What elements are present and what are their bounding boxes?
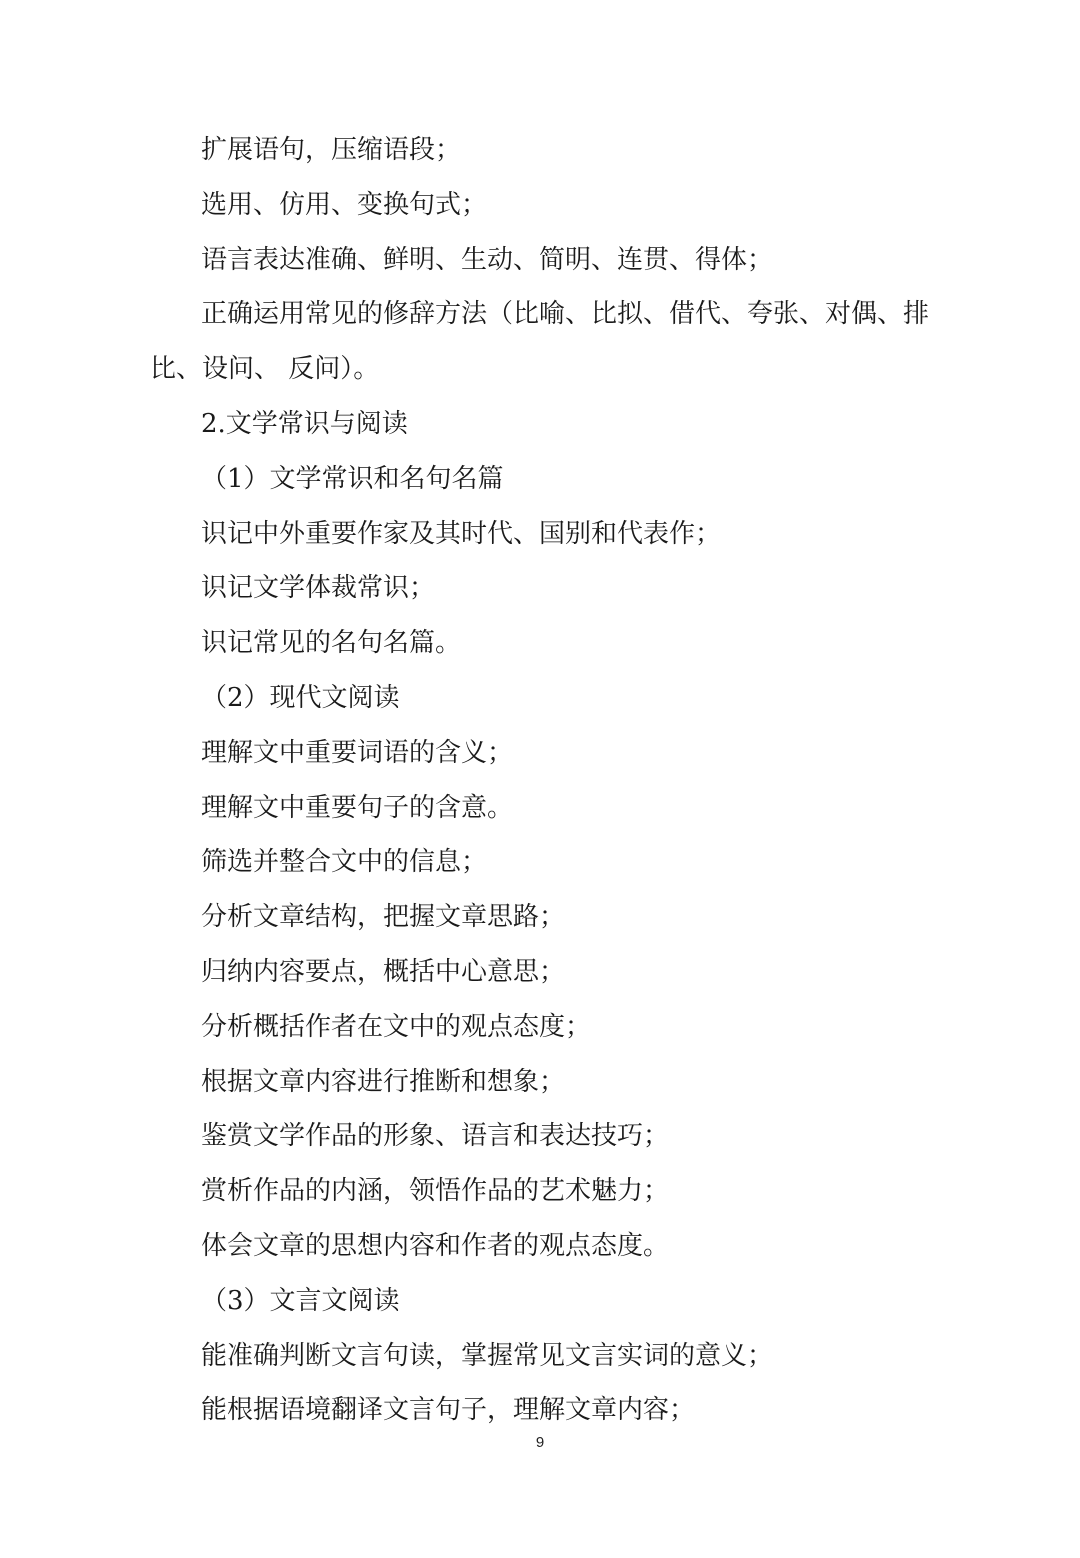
text-line: 正确运用常见的修辞方法（比喻、比拟、借代、夸张、对偶、排 [201, 299, 930, 330]
text-line: 理解文中重要句子的含意。 [201, 792, 514, 823]
text-line: 识记常见的名句名篇。 [201, 628, 462, 659]
page-number: 9 [535, 1434, 545, 1451]
text-line: 分析概括作者在文中的观点态度； [201, 1011, 592, 1042]
text-line: 根据文章内容进行推断和想象； [201, 1066, 566, 1097]
text-line: 能准确判断文言句读，掌握常见文言实词的意义； [201, 1340, 774, 1371]
subsection-heading: （2）现代文阅读 [201, 682, 400, 713]
text-line: 选用、仿用、变换句式； [201, 189, 488, 220]
document-body [150, 123, 940, 1438]
text-line: 赏析作品的内涵，领悟作品的艺术魅力； [201, 1176, 670, 1207]
text-line: 识记文学体裁常识； [201, 573, 436, 604]
text-line: 鉴赏文学作品的形象、语言和表达技巧； [201, 1121, 670, 1152]
text-line: 体会文章的思想内容和作者的观点态度。 [201, 1230, 670, 1261]
text-line: 扩展语句，压缩语段； [201, 135, 462, 165]
section-heading: 2.文学常识与阅读 [201, 408, 408, 439]
text-line: 识记中外重要作家及其时代、国别和代表作； [201, 518, 722, 549]
text-line-continuation: 比、设问、 反问）。 [150, 354, 380, 385]
text-line: 语言表达准确、鲜明、生动、简明、连贯、得体； [201, 244, 774, 275]
subsection-heading: （1）文学常识和名句名篇 [201, 463, 504, 494]
subsection-heading: （3）文言文阅读 [201, 1285, 400, 1316]
text-line: 能根据语境翻译文言句子，理解文章内容； [201, 1395, 696, 1426]
text-line: 筛选并整合文中的信息； [201, 847, 488, 878]
text-line: 分析文章结构，把握文章思路； [201, 902, 566, 933]
text-line: 理解文中重要词语的含义； [201, 737, 514, 768]
text-line: 归纳内容要点，概括中心意思； [201, 956, 566, 987]
